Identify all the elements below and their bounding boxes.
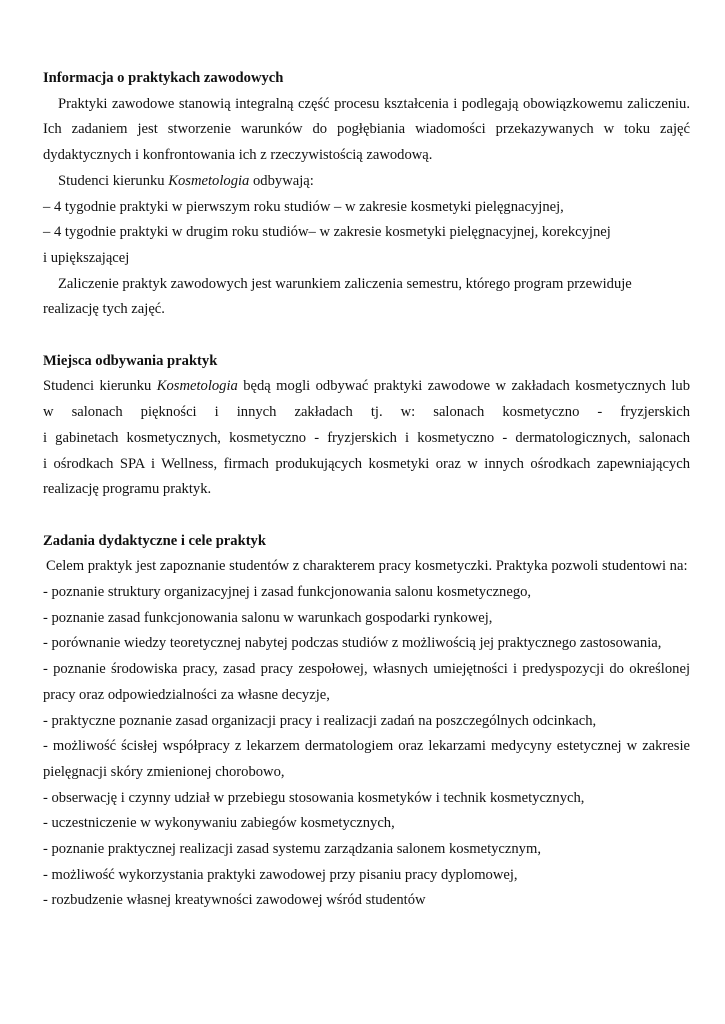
goal-item: - możliwość wykorzystania praktyki zawodowej przy pisaniu pracy dyplomowej, bbox=[43, 866, 518, 883]
credit-paragraph bbox=[43, 272, 690, 298]
places-line1 bbox=[43, 374, 690, 400]
goal-item: - obserwację i czynny udział w przebiegu stosowania kosmetyków i technik kosmetycznych, bbox=[43, 789, 585, 806]
goal-item: - poznanie środowiska pracy, zasad pracy zespołowej, własnych umiejętności i predyspozycji do określonej pracy oraz odpowiedzialności za własne decyzje, bbox=[43, 661, 690, 703]
practice-intro-paragraph: Praktyki zawodowe stanowią integralną część procesu kształcenia i podlegają obowiązkowemu zaliczeniu. Ich zadaniem jest stworzenie warunków do pogłębiania wiadomości przekazywanych w toku zajęć dydaktycznych i konfrontowania ich z rzeczywistością zawodową. bbox=[43, 95, 690, 164]
section-heading-practice-info: Informacja o praktykach zawodowych bbox=[43, 70, 284, 86]
places-line2: w salonach piękności i innych zakładach tj. w: salonach kosmetyczno - fryzjerskich bbox=[43, 404, 690, 421]
places-line4: i ośrodkach SPA i Wellness, firmach produkujących kosmetyki oraz w innych ośrodkach zapewniających bbox=[43, 455, 690, 472]
section-heading-didactic-goals: Zadania dydaktyczne i cele praktyk bbox=[43, 532, 266, 549]
students-line bbox=[43, 169, 690, 195]
document-page bbox=[43, 66, 690, 914]
goal-item: - poznanie struktury organizacyjnej i zasad funkcjonowania salonu kosmetycznego, bbox=[43, 584, 532, 601]
section-gap bbox=[43, 503, 690, 529]
goal-item: - poznanie praktycznej realizacji zasad systemu zarządzania salonem kosmetycznym, bbox=[43, 841, 541, 858]
places-line1-rest: będą mogli odbywać praktyki zawodowe w zakładach kosmetycznych lub bbox=[243, 378, 690, 395]
practice-item-second-year bbox=[43, 220, 690, 271]
goal-item: - uczestniczenie w wykonywaniu zabiegów kosmetycznych, bbox=[43, 815, 395, 832]
practice-item-second-year-line1: – 4 tygodnie praktyki w drugim roku studiów– w zakresie kosmetyki pielęgnacyjnej, korekcyjnej bbox=[43, 224, 611, 241]
places-line5: realizację programu praktyk. bbox=[43, 481, 212, 498]
students-suffix: odbywają: bbox=[253, 172, 314, 189]
goal-item: - poznanie zasad funkcjonowania salonu w warunkach gospodarki rynkowej, bbox=[43, 609, 493, 626]
credit-paragraph-end: realizację tych zajęć. bbox=[43, 301, 165, 318]
section-gap bbox=[43, 323, 690, 349]
field-name: Kosmetologia bbox=[168, 172, 250, 189]
section-heading-practice-places: Miejsca odbywania praktyk bbox=[43, 352, 218, 369]
goal-item: - porównanie wiedzy teoretycznej nabytej podczas studiów z możliwością jej praktycznego zastosowania, bbox=[43, 635, 662, 652]
places-field-name: Kosmetologia bbox=[156, 378, 238, 395]
practice-item-second-year-line2: i upiększającej bbox=[43, 249, 130, 266]
goal-item: - rozbudzenie własnej kreatywności zawodowej wśród studentów bbox=[43, 892, 426, 909]
students-prefix: Studenci kierunku bbox=[58, 172, 165, 189]
practice-item-first-year: – 4 tygodnie praktyki w pierwszym roku studiów – w zakresie kosmetyki pielęgnacyjnej, bbox=[43, 198, 564, 215]
goals-intro: Celem praktyk jest zapoznanie studentów z charakterem pracy kosmetyczki. Praktyka pozwoli studentowi na: bbox=[46, 558, 688, 575]
places-line3: i gabinetach kosmetycznych, kosmetyczno - fryzjerskich i kosmetyczno - dermatologicznych, salonach bbox=[43, 429, 690, 446]
credit-line1: Zaliczenie praktyk zawodowych jest warunkiem zaliczenia semestru, którego program przewiduje bbox=[58, 275, 632, 292]
places-prefix: Studenci kierunku bbox=[43, 378, 152, 395]
goal-item: - praktyczne poznanie zasad organizacji pracy i realizacji zadań na poszczególnych odcinkach, bbox=[43, 712, 597, 729]
goal-item: - możliwość ścisłej współpracy z lekarzem dermatologiem oraz lekarzami medycyny estetycznej w zakresie pielęgnacji skóry zmienionej chorobowo, bbox=[43, 738, 690, 780]
